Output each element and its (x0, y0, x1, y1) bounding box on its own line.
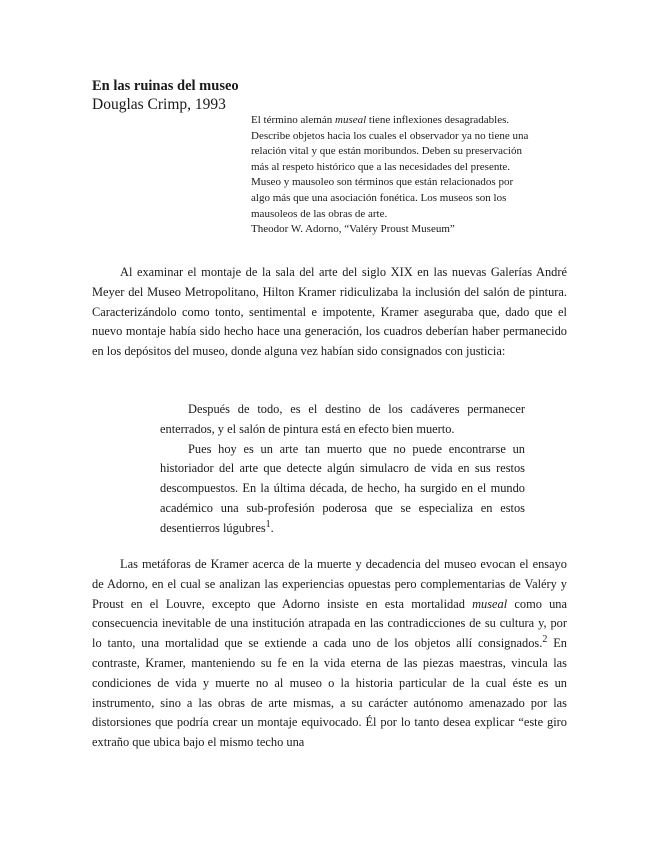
epigraph (251, 113, 571, 238)
epigraph-line: algo más que una asociación fonética. Los museos son los (251, 191, 507, 204)
paragraph-1: Al examinar el montaje de la sala del arte del siglo XIX en las nuevas Galerías André Meyer del Museo Metropolitano, Hilton Kramer ridiculizaba la inclusión del salón de pintura. Caracterizándolo como tonto, sentimental e impotente, Kramer aseguraba que, dado que el nuevo montaje había sido hecho hace una generación, los cuadros deberían haber permanecido en los depósitos del museo, donde alguna vez habían sido consignados con justicia: (92, 265, 567, 359)
block-quote (160, 400, 525, 539)
quote-paragraph-1: Después de todo, es el destino de los cadáveres permanecer enterrados, y el salón de pintura está en efecto bien muerto. (160, 402, 525, 436)
footnote-marker[interactable]: 1 (265, 518, 271, 530)
epigraph-line: más al respeto histórico que a las necesidades del presente. (251, 160, 511, 173)
footnote-marker[interactable]: 2 (542, 634, 548, 646)
quote-paragraph-2: Pues hoy es un arte tan muerto que no puede encontrarse un historiador del arte que detecte algún simulacro de vida en sus restos descompuestos. En la última década, de hecho, ha surgido en el mundo académico una sub-profesión poderosa que se especializa en estos desentierros lúgubres$^1$. (160, 441, 525, 535)
epigraph-line: mausoleos de las obras de arte. (251, 207, 388, 220)
author-line: Douglas Crimp, 1993 (92, 96, 226, 113)
epigraph-line: El término alemán museal tiene inflexiones desagradables. (251, 114, 510, 126)
epigraph-line: Museo y mausoleo son términos que están relacionados por (251, 176, 514, 189)
document-title: En las ruinas del museo (92, 78, 239, 94)
epigraph-line: relación vital y que están moribundos. Deben su preservación (251, 145, 522, 158)
epigraph-line: Describe objetos hacia los cuales el observador ya no tiene una (251, 129, 529, 142)
emphasis-word: museal (472, 596, 508, 611)
epigraph-attribution: Theodor W. Adorno, “Valéry Proust Museum” (251, 223, 455, 236)
paragraph-3: Las metáforas de Kramer acerca de la muerte y decadencia del museo evocan el ensayo de Adorno, en el cual se analizan las experiencias opuestas pero complementarias de Valéry y Proust en el Louvre, excepto que Adorno insiste en esta mortalidad museal como una consecuencia inevitable de una institución atrapada en las contradicciones de su cultura y, por lo tanto, una mortalidad que se extiende a cada uno de los objetos allí consignados.$^2$ En contraste, Kramer, manteniendo su fe en la vida eterna de las piezas maestras, vincula las condiciones de vida y muerte no al museo o la historia particular de la cual éste es un instrumento, sino a las obras de arte mismas, a su carácter autónomo amenazado por las distorsiones que podría crear un montaje equivocado. Él por lo tanto desea explicar “este giro extraño que ubica bajo el mismo techo una (92, 557, 567, 750)
emphasis-word: museal (335, 114, 367, 126)
